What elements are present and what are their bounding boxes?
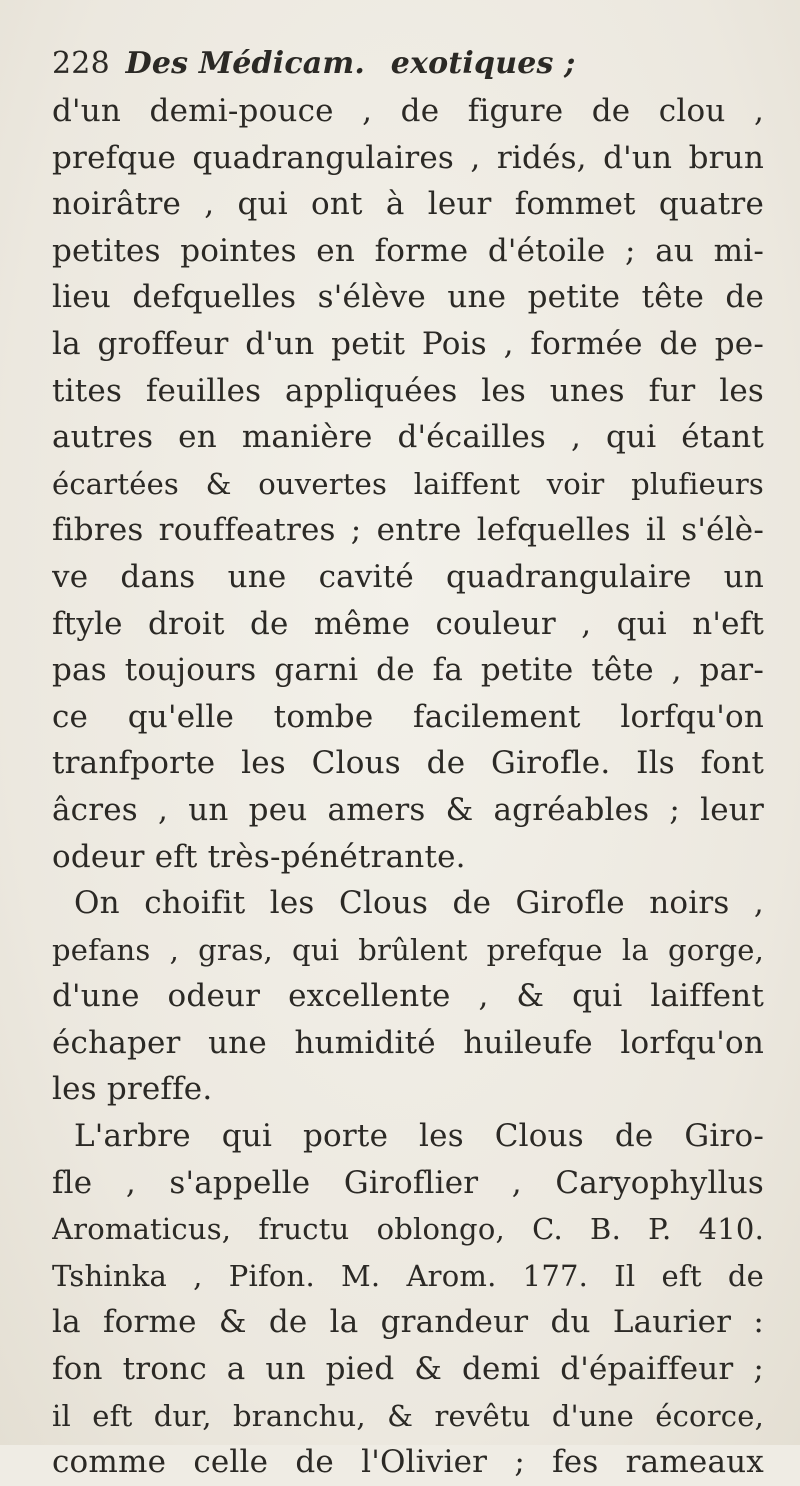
text-line: prefque quadrangulaires , ridés, d'un brun: [52, 139, 764, 176]
text-line: noirâtre , qui ont à leur fommet quatre: [52, 186, 764, 223]
text-line: échaper une humidité huileufe lorfqu'on: [52, 1024, 764, 1061]
text-line: ve dans une cavité quadrangulaire un: [52, 558, 764, 595]
text-line: pefans , gras, qui brûlent prefque la gorge,: [52, 932, 764, 967]
text-line: fibres rouffeatres ; entre lefquelles il s'élè-: [52, 512, 764, 549]
text-line: tites feuilles appliquées les unes fur les: [52, 372, 764, 409]
page-number: 228: [52, 46, 110, 81]
text-line: la forme & de la grandeur du Laurier :: [52, 1304, 764, 1341]
text-line: On choifit les Clous de Girofle noirs ,: [74, 885, 764, 922]
text-line: L'arbre qui porte les Clous de Giro-: [74, 1118, 764, 1155]
text-line: les preffe.: [52, 1071, 213, 1108]
text-line: Tshinka , Pifon. M. Arom. 177. Il eft de: [52, 1258, 764, 1293]
text-line: fon tronc a un pied & demi d'épaiffeur ;: [52, 1351, 764, 1388]
page-text: [52, 40, 764, 1486]
text-line: d'un demi-pouce , de figure de clou ,: [52, 93, 764, 129]
text-line: Aromaticus, fructu oblongo, C. B. P. 410.: [52, 1212, 764, 1247]
text-line: la groffeur d'un petit Pois , formée de pe-: [52, 325, 764, 362]
running-header: [52, 40, 764, 88]
text-line: tranfporte les Clous de Girofle. Ils font: [52, 745, 764, 782]
text-line: écartées & ouvertes laiffent voir plufieurs: [52, 466, 764, 501]
text-line: il eft dur, branchu, & revêtu d'une écorce,: [52, 1398, 764, 1433]
text-line: âcres , un peu amers & agréables ; leur: [52, 791, 764, 828]
text-line: lieu defquelles s'élève une petite tête de: [52, 279, 764, 316]
running-title-cont: exotiques ;: [390, 46, 576, 81]
text-line: fle , s'appelle Giroflier , Caryophyllus: [52, 1164, 764, 1201]
text-line: odeur eft très-pénétrante.: [52, 838, 466, 875]
text-line: ftyle droit de même couleur , qui n'eft: [52, 605, 764, 642]
text-line: d'une odeur excellente , & qui laiffent: [52, 978, 764, 1015]
text-line: petites pointes en forme d'étoile ; au mi-: [52, 232, 764, 269]
running-title: Des Médicam.: [125, 46, 366, 81]
text-line: autres en manière d'écailles , qui étant: [52, 419, 764, 456]
text-line: pas toujours garni de fa petite tête , par-: [52, 652, 764, 689]
text-line: ce qu'elle tombe facilement lorfqu'on: [52, 698, 764, 735]
text-line: comme celle de l'Olivier ; fes rameaux: [52, 1444, 764, 1481]
